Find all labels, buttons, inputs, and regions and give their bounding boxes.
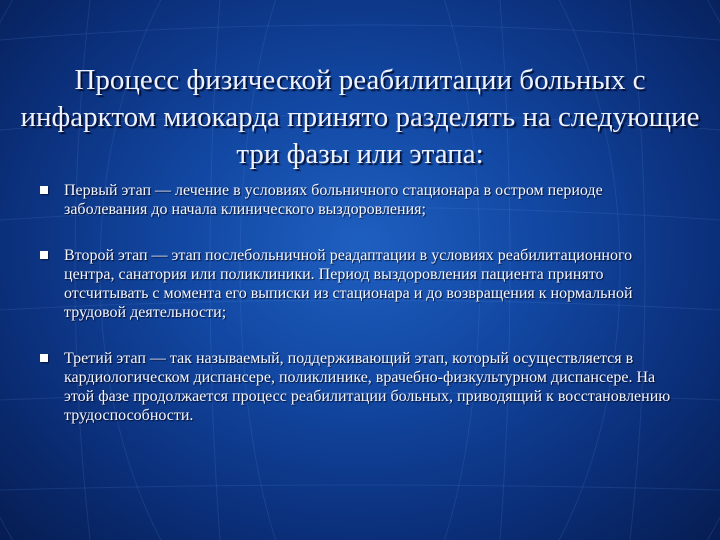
square-bullet-icon bbox=[40, 251, 48, 259]
list-item bbox=[40, 349, 680, 425]
slide-title: Процесс физической реабилитации больных с инфарктом миокарда принято разделять на следующие три фазы или этапа: bbox=[20, 64, 700, 170]
bullet-text-stage-2: Второй этап — этап послебольничной реадаптации в условиях реабилитационного центра, санатория или поликлиники. Период выздоровления пациента принято отсчитывать с момента его выписки из стационара и до возвращения к нормальной трудовой деятельности; bbox=[64, 247, 633, 321]
bullet-text-stage-3: Третий этап — так называемый, поддерживающий этап, который осуществляется в кардиологическом диспансере, поликлинике, врачебно-физкультурном диспансере. На этой фазе продолжается процесс реабилитации больных, приводящий к восстановлению трудоспособности. bbox=[64, 350, 671, 424]
square-bullet-icon bbox=[40, 186, 48, 194]
bullet-list bbox=[40, 181, 680, 452]
square-bullet-icon bbox=[40, 354, 48, 362]
list-item bbox=[40, 181, 680, 219]
bullet-text-stage-1: Первый этап — лечение в условиях больничного стационара в остром периоде заболевания до начала клинического выздоровления; bbox=[64, 182, 603, 218]
list-item bbox=[40, 246, 680, 322]
